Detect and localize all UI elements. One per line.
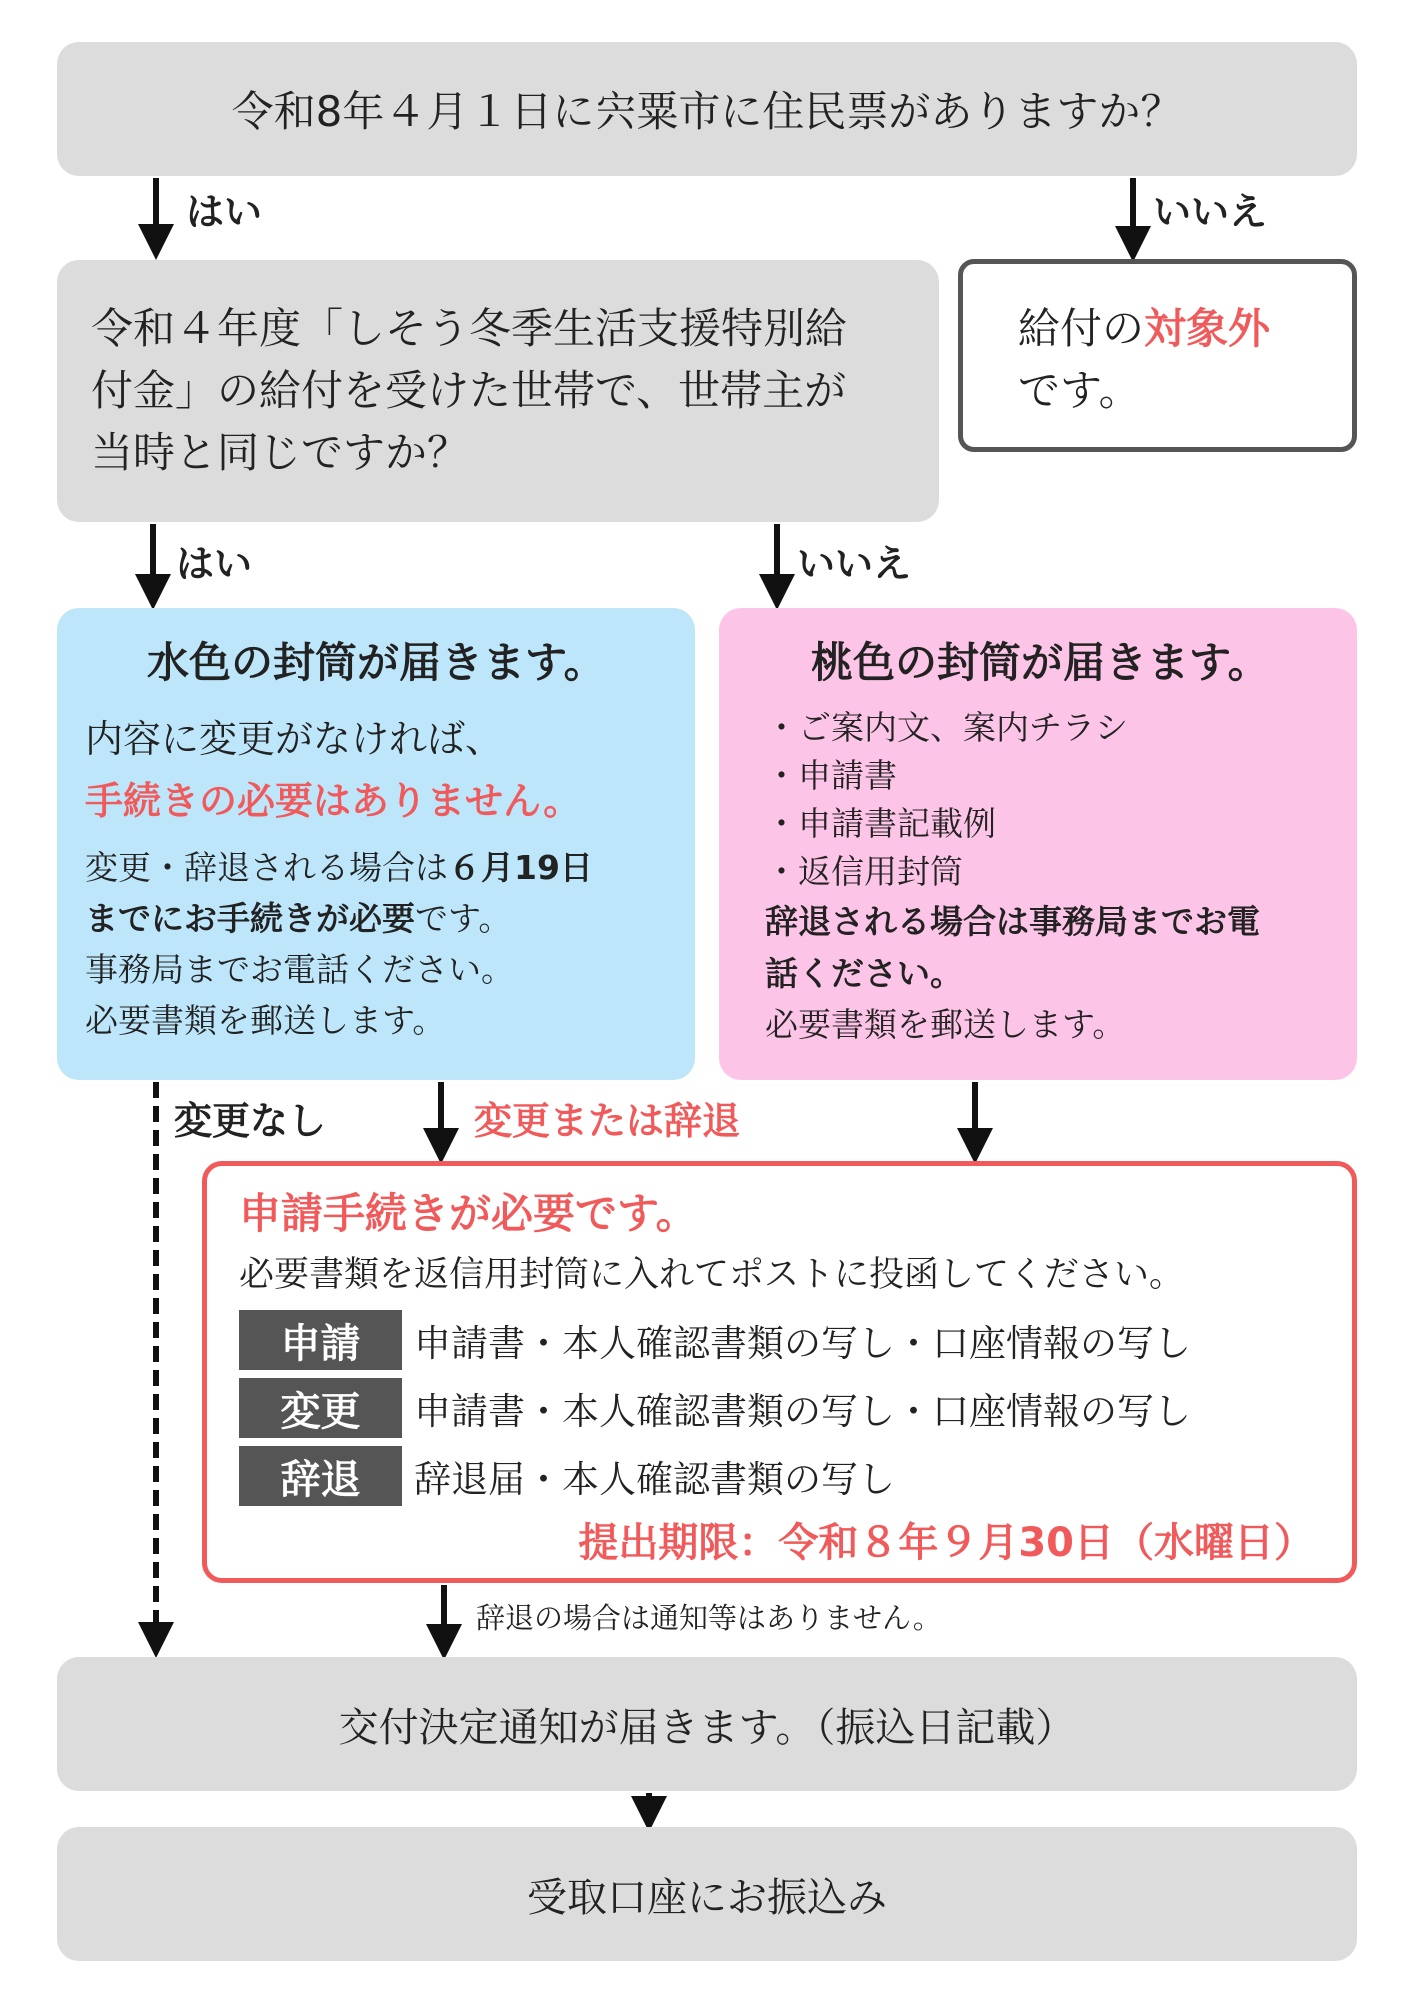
grant-decision-text: 交付決定通知が届きます。（振込日記載）: [338, 1704, 1076, 1751]
blue-line: 事務局までお電話ください。: [85, 950, 514, 989]
blue-envelope-box: [57, 608, 695, 1080]
blue-line: です。: [415, 899, 512, 938]
pink-decline-note: 話ください。: [765, 954, 963, 993]
grant-decision-notice: [57, 1657, 1357, 1791]
pink-decline-note: 辞退される場合は事務局までお電: [765, 902, 1260, 941]
question-residence-text: 令和8年４月１日に宍粟市に住民票がありますか？: [231, 87, 1183, 136]
pink-envelope-box: [719, 608, 1357, 1080]
row-tag: 変更: [239, 1378, 402, 1438]
question-line: 付金」の給付を受けた世帯で、世帯主が: [91, 366, 847, 415]
bank-transfer: [57, 1827, 1357, 1961]
procedure-required: までにお手続きが必要: [85, 899, 415, 938]
label-no-2: いいえ: [797, 542, 912, 586]
pink-envelope-title: 桃色の封筒が届きます。: [811, 638, 1270, 687]
pink-item: ・申請書記載例: [765, 804, 996, 843]
submission-deadline: 提出期限：令和８年９月30日（水曜日）: [578, 1520, 1314, 1566]
row-text: 申請書・本人確認書類の写し・口座情報の写し: [414, 1322, 1191, 1365]
label-yes-2: はい: [176, 542, 253, 586]
label-yes-1: はい: [186, 190, 263, 234]
label-no-1: いいえ: [1153, 190, 1268, 234]
blue-line: 変更・辞退される場合は: [85, 848, 448, 887]
label-change-or-decline: 変更または辞退: [474, 1099, 741, 1143]
no-procedure-needed: 手続きの必要はありません。: [85, 779, 582, 823]
row-tag: 申請: [239, 1310, 402, 1370]
application-row: [239, 1378, 1352, 1438]
row-tag: 辞退: [239, 1446, 402, 1506]
label-no-change: 変更なし: [174, 1099, 327, 1143]
deadline-june: ６月19日: [448, 848, 593, 887]
pink-item: ・ご案内文、案内チラシ: [765, 708, 1128, 747]
blue-line: 内容に変更がなければ、: [85, 717, 504, 761]
question-line: 令和４年度「しそう冬季生活支援特別給: [91, 304, 848, 353]
blue-line: 必要書類を郵送します。: [85, 1001, 446, 1040]
decline-notice-note: 辞退の場合は通知等はありません。: [476, 1601, 942, 1635]
question-previous-benefit: [57, 260, 939, 522]
question-line: 当時と同じですか？: [91, 428, 470, 477]
row-text: 申請書・本人確認書類の写し・口座情報の写し: [414, 1390, 1191, 1433]
question-residence: [57, 42, 1357, 176]
application-box: [202, 1161, 1357, 1583]
pink-line: 必要書類を郵送します。: [765, 1005, 1126, 1044]
not-eligible-highlight: 対象外: [1144, 304, 1271, 353]
bank-transfer-text: 受取口座にお振込み: [527, 1874, 887, 1921]
pink-item: ・申請書: [765, 756, 897, 795]
not-eligible-post: です。: [1018, 366, 1141, 415]
application-row: [239, 1310, 1352, 1370]
application-description: 必要書類を返信用封筒に入れてポストに投函してください。: [239, 1255, 1185, 1295]
not-eligible-box: [958, 259, 1357, 452]
application-row: [239, 1446, 1352, 1506]
pink-item: ・返信用封筒: [765, 852, 963, 891]
blue-envelope-title: 水色の封筒が届きます。: [147, 638, 606, 687]
not-eligible-pre: 給付の: [1018, 304, 1145, 353]
application-title: 申請手続きが必要です。: [239, 1189, 698, 1238]
row-text: 辞退届・本人確認書類の写し: [414, 1458, 895, 1501]
